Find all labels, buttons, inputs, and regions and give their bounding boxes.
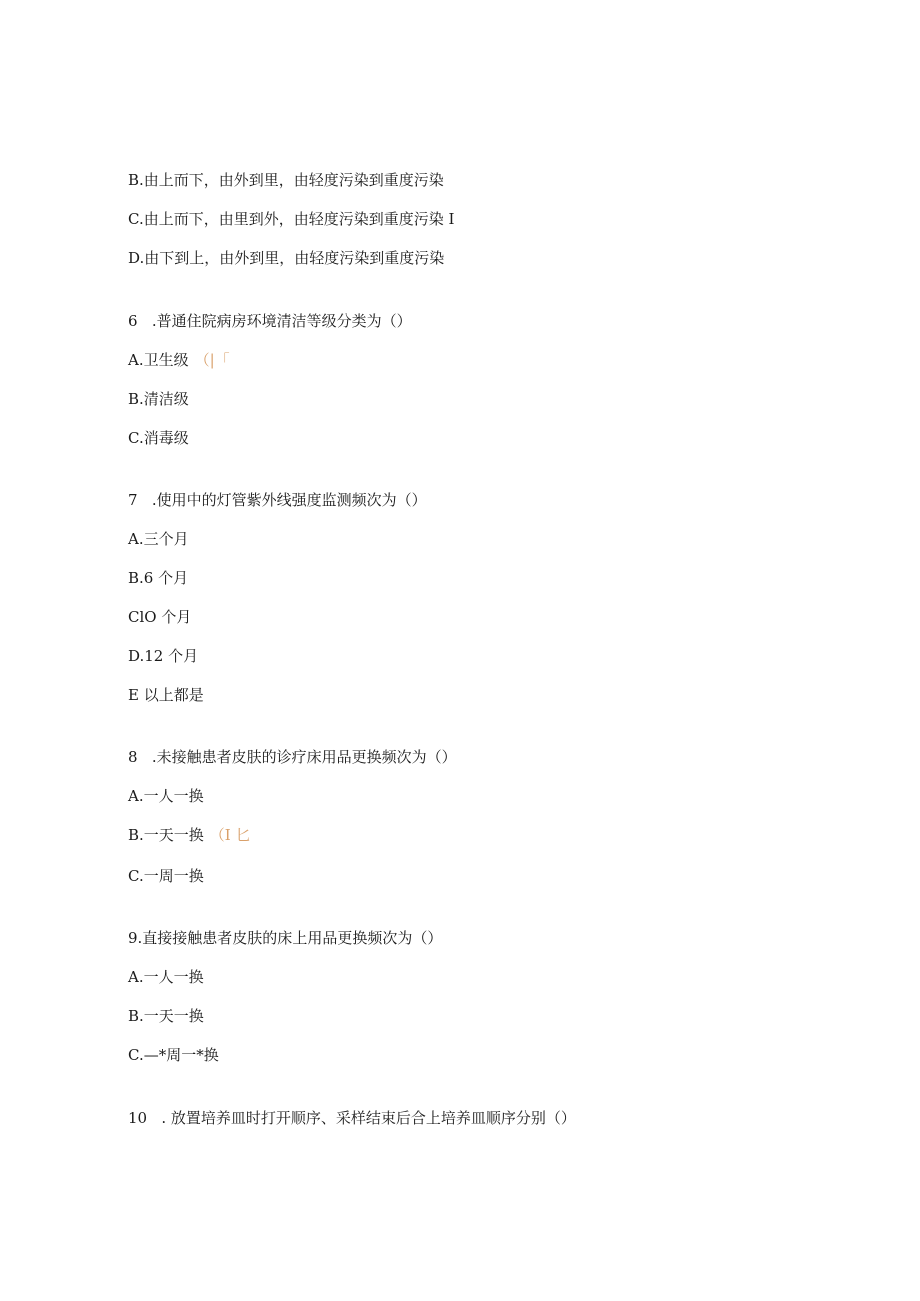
- option-line: A.卫生级 （|「: [128, 351, 230, 369]
- handwritten-mark: （I 匕: [209, 826, 251, 844]
- option-line: C.—*周一*换: [128, 1046, 219, 1064]
- option-line: D.由下到上，由外到里，由轻度污染到重度污染: [128, 249, 445, 267]
- option-line: B.清洁级: [128, 390, 189, 408]
- option-line: C.由上而下，由里到外，由轻度污染到重度污染 I: [128, 210, 455, 228]
- option-line: ClO 个月: [128, 608, 192, 626]
- question-9: 9.直接接触患者皮肤的床上用品更换频次为（）: [128, 929, 443, 947]
- option-line: C.消毒级: [128, 429, 189, 447]
- option-line: A.一人一换: [128, 787, 204, 805]
- option-line: B.一天一换: [128, 1007, 204, 1025]
- option-line: B.由上而下，由外到里，由轻度污染到重度污染: [128, 171, 444, 189]
- question-8: 8 .未接触患者皮肤的诊疗床用品更换频次为（）: [128, 748, 457, 766]
- option-line: C.一周一换: [128, 867, 204, 885]
- option-line: A.一人一换: [128, 968, 204, 986]
- option-line: E 以上都是: [128, 686, 204, 704]
- question-7: 7 .使用中的灯管紫外线强度监测频次为（）: [128, 491, 427, 509]
- option-line: B.一天一换 （I 匕: [128, 826, 251, 844]
- question-10: 10 . 放置培养皿时打开顺序、采样结束后合上培养皿顺序分别（）: [128, 1109, 576, 1127]
- option-line: D.12 个月: [128, 647, 199, 665]
- option-line: A.三个月: [128, 530, 189, 548]
- option-line: B.6 个月: [128, 569, 189, 587]
- handwritten-mark: （|「: [194, 351, 230, 369]
- question-6: 6 .普通住院病房环境清洁等级分类为（）: [128, 312, 412, 330]
